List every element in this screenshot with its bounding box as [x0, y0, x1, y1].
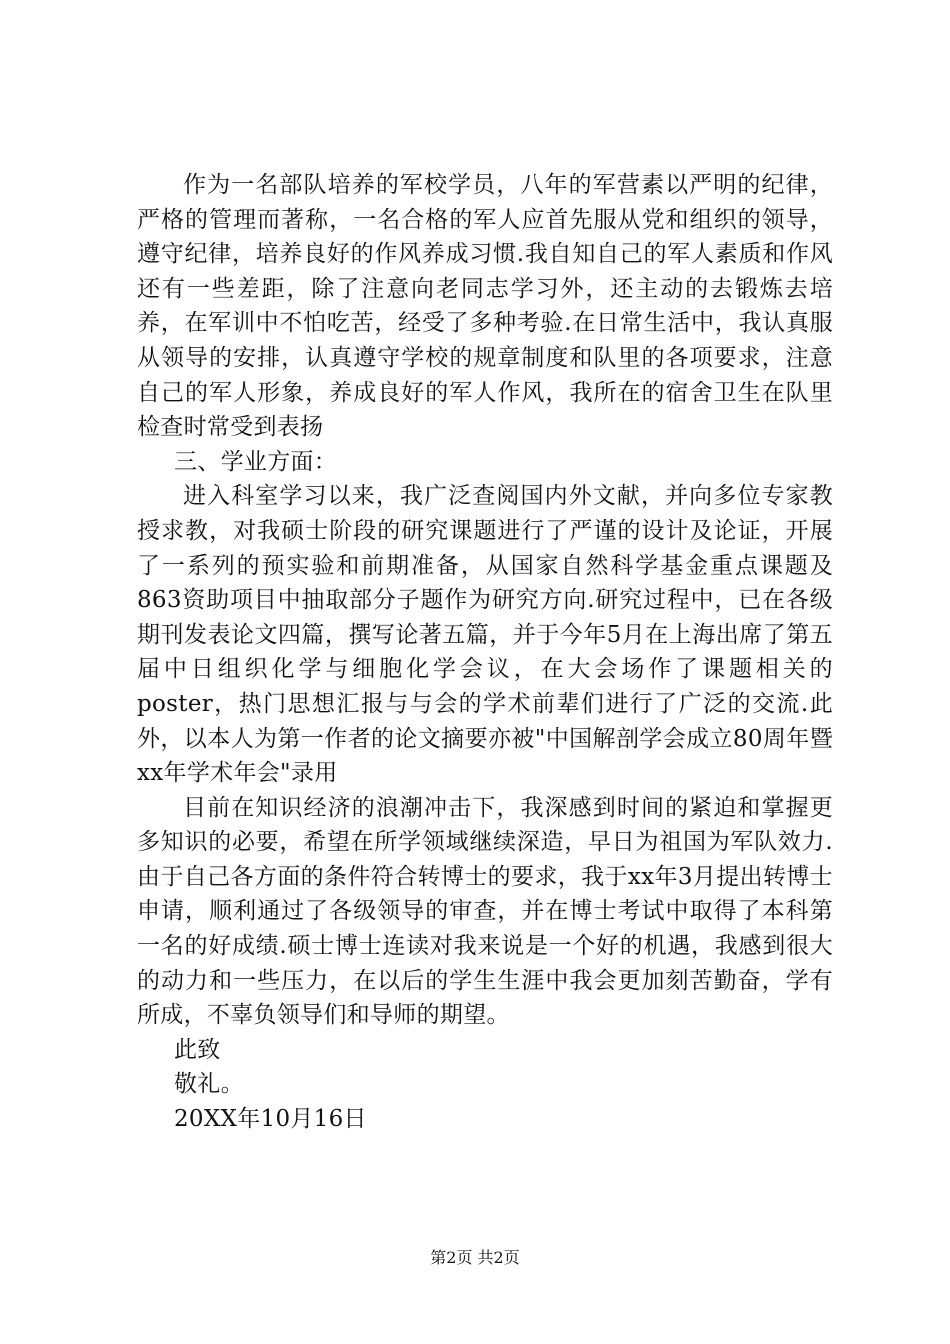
section-heading-academics: 三、学业方面：: [174, 448, 338, 475]
closing-salutation: 此致: [174, 1036, 221, 1063]
paragraph-conduct: 作为一名部队培养的军校学员，八年的军营素以严明的纪律，严格的管理而著称，一名合格的军人应首先服从党和组织的领导，遵守纪律，培养良好的作风养成习惯.我自知自己的军人素质和作风还有一些差距，除了注意向老同志学习外，还主动的去锻炼去培养，在军训中不怕吃苦，经受了多种考验.在日常生活中，我认真服从领导的安排，认真遵守学校的规章制度和队里的各项要求，注意自己的军人形象，养成良好的军人作风，我所在的宿舍卫生在队里检查时常受到表扬: [137, 172, 833, 441]
closing-regards: 敬礼。: [174, 1071, 244, 1098]
closing-date: 20XX年10月16日: [174, 1106, 367, 1133]
paragraph-doctoral-transfer: 目前在知识经济的浪潮冲击下，我深感到时间的紧迫和掌握更多知识的必要，希望在所学领域继续深造，早日为祖国为军队效力.由于自己各方面的条件符合转博士的要求，我于xx年3月提出转博士申请，顺利通过了各级领导的审查，并在博士考试中取得了本科第一名的好成绩.硕士博士连读对我来说是一个好的机遇，我感到很大的动力和一些压力，在以后的学生生涯中我会更加刻苦勤奋，学有所成，不辜负领导们和导师的期望。: [137, 794, 833, 1029]
paragraph-research: 进入科室学习以来，我广泛查阅国内外文献，并向多位专家教授求教，对我硕士阶段的研究课题进行了严谨的设计及论证，开展了一系列的预实验和前期准备，从国家自然科学基金重点课题及863资助项目中抽取部分子题作为研究方向.研究过程中，已在各级期刊发表论文四篇，撰写论著五篇，并于今年5月在上海出席了第五届中日组织化学与细胞化学会议，在大会场作了课题相关的poster，热门思想汇报与与会的学术前辈们进行了广泛的交流.此外，以本人为第一作者的论文摘要亦被"中国解剖学会成立80周年暨xx年学术年会"录用: [137, 483, 833, 787]
document-body: [137, 168, 833, 1137]
page-footer: [0, 1245, 950, 1268]
page-indicator: 第2页 共2页: [430, 1248, 520, 1267]
